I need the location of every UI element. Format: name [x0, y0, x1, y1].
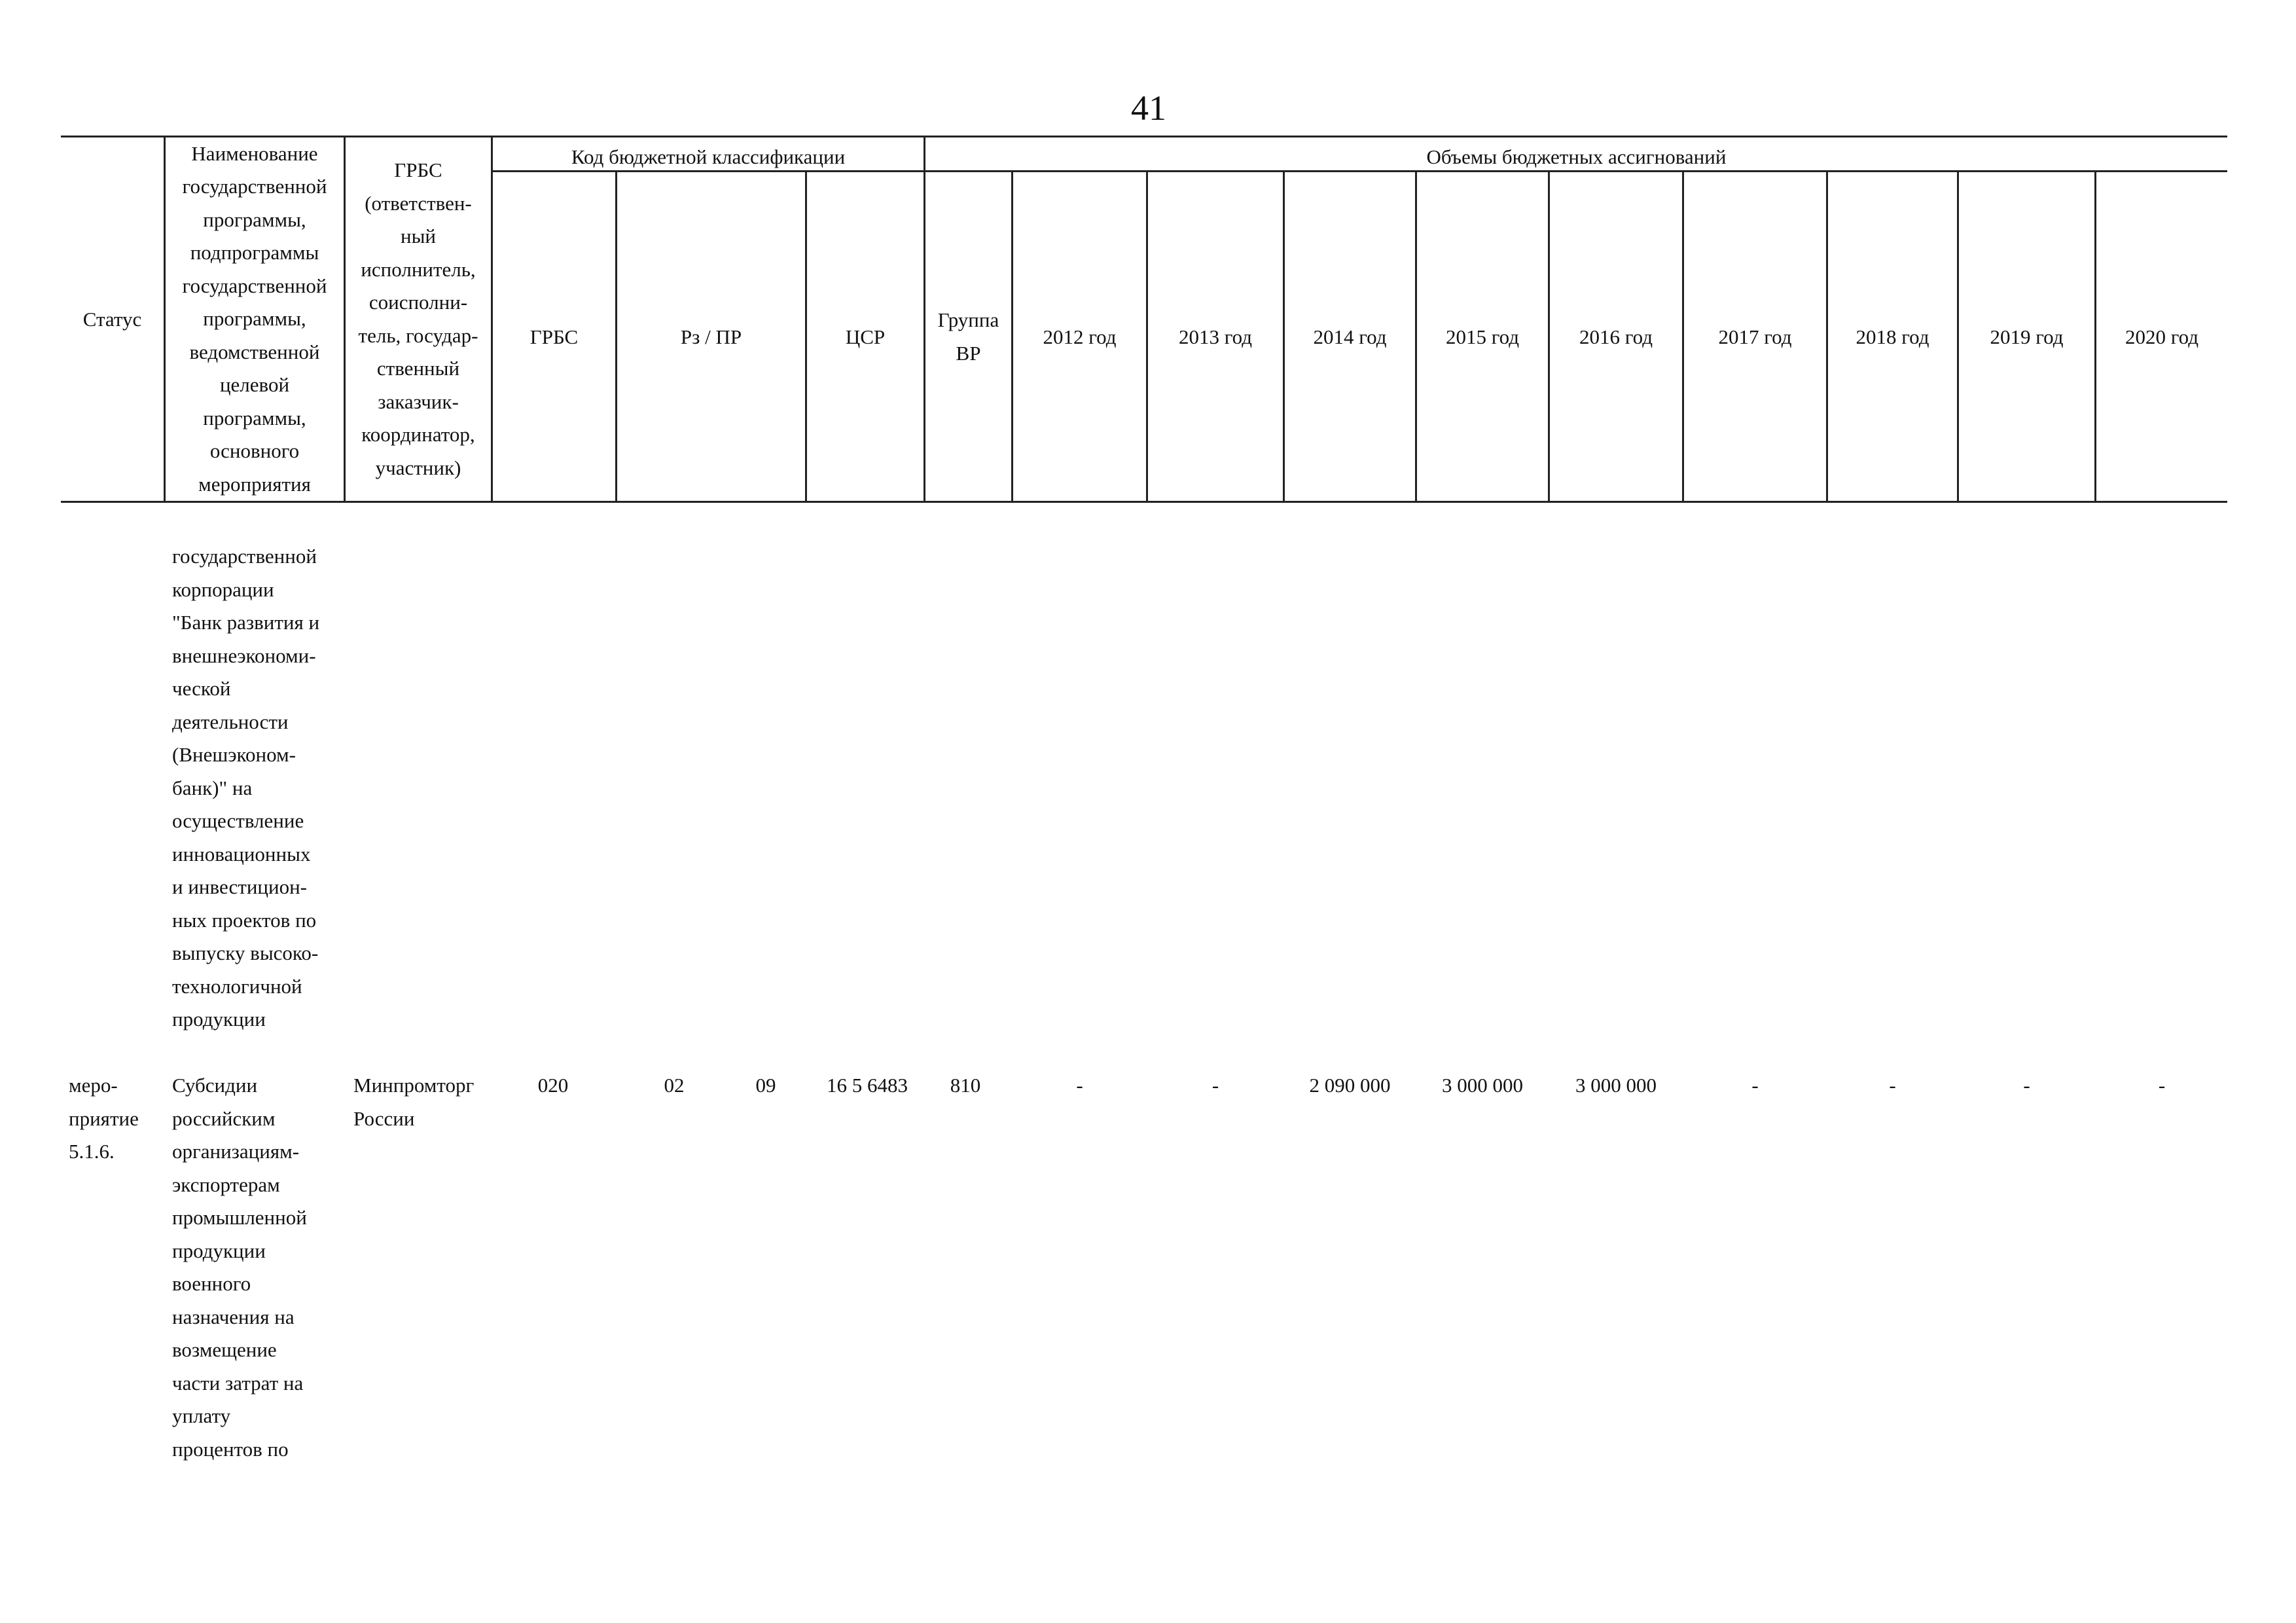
header-year-2012: 2012 год: [1043, 325, 1117, 348]
row-vr: 810: [950, 1074, 981, 1097]
row-rz: 02: [664, 1074, 685, 1097]
row-value-2017: -: [1751, 1074, 1759, 1097]
header-year-2018: 2018 год: [1856, 325, 1929, 348]
row-grbs-responsible: Минпромторг России: [353, 1074, 475, 1130]
row-name: Субсидии российским организациям- экспортерам промышленной продукции военного назначения на возмещение части затрат на уплату процентов по: [172, 1074, 307, 1461]
row-value-2020: -: [2158, 1074, 2166, 1097]
row-value-2018: -: [1889, 1074, 1896, 1097]
header-year-2016: 2016 год: [1579, 325, 1653, 348]
row-value-2015: 3 000 000: [1442, 1074, 1523, 1097]
header-rz-pr: Рз / ПР: [680, 325, 742, 348]
header-budget-code-group: Код бюджетной классификации: [571, 145, 846, 168]
header-year-2019: 2019 год: [1990, 325, 2064, 348]
header-bottom-rule: [61, 501, 2227, 503]
row-status: меро- приятие 5.1.6.: [69, 1074, 139, 1163]
row-value-2014: 2 090 000: [1309, 1074, 1391, 1097]
row-value-2013: -: [1211, 1074, 1219, 1097]
row-csr: 16 5 6483: [827, 1074, 908, 1097]
page-number: 41: [1131, 88, 1166, 128]
row-value-2016: 3 000 000: [1575, 1074, 1657, 1097]
header-grbs-responsible: ГРБС (ответствен- ный исполнитель, соисполни- тель, государ- ственный заказчик- координатор, участник): [358, 158, 478, 479]
row-value-2012: -: [1076, 1074, 1083, 1097]
header-year-2013: 2013 год: [1178, 325, 1253, 348]
row-pr: 09: [755, 1074, 776, 1097]
header-year-2020: 2020 год: [2125, 325, 2199, 348]
continuation-name-text: государственной корпорации "Банк развития и внешнеэкономи- ческой деятельности (Внешэконом- банк)" на осуществление инновационных и инвестицион- ных проектов по выпуску высоко- технологичной продукции: [172, 545, 320, 1030]
header-year-2017: 2017 год: [1718, 325, 1792, 348]
header-csr: ЦСР: [845, 325, 886, 348]
header-status: Статус: [82, 308, 142, 331]
header-name: Наименование государственной программы, подпрограммы государственной программы, ведомственной целевой программы, основного мероприятия: [182, 141, 327, 496]
header-year-2015: 2015 год: [1445, 325, 1520, 348]
header-grbs: ГРБС: [529, 325, 579, 348]
header-group-vr: Группа ВР: [937, 308, 999, 365]
header-year-2014: 2014 год: [1313, 325, 1387, 348]
header-volumes-group: Объемы бюджетных ассигнований: [1426, 145, 1727, 168]
row-grbs-code: 020: [537, 1074, 569, 1097]
row-value-2019: -: [2023, 1074, 2030, 1097]
